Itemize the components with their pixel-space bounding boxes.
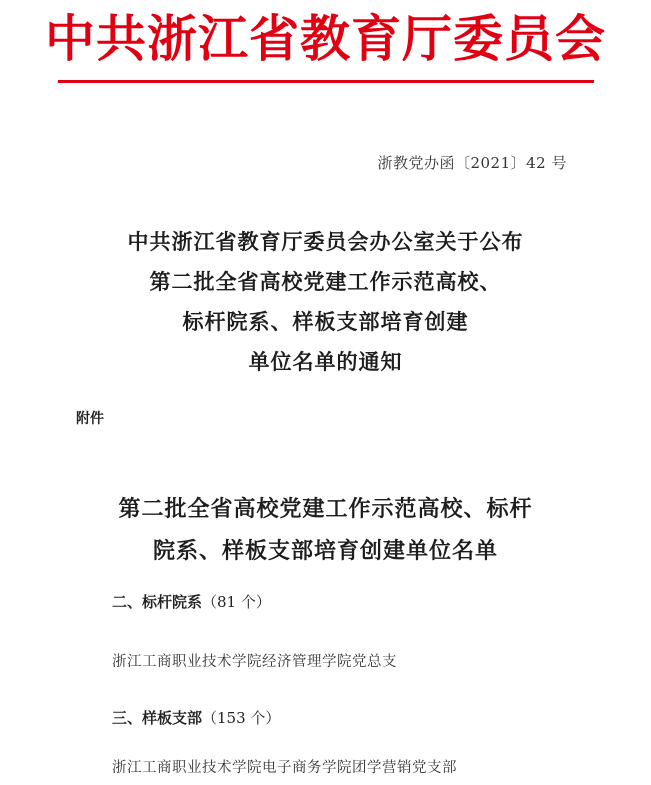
- list-entry: 浙江工商职业技术学院经济管理学院党总支: [112, 654, 397, 670]
- list-title: [0, 488, 651, 572]
- list-entry: 浙江工商职业技术学院电子商务学院团学营销党支部: [112, 760, 457, 776]
- attachment-label: 附件: [76, 411, 104, 427]
- notice-title: [0, 222, 651, 382]
- list-title-line-1: 第二批全省高校党建工作示范高校、标杆: [118, 496, 533, 522]
- section-count: （81 个）: [202, 593, 271, 611]
- notice-title-line-4: 单位名单的通知: [248, 349, 403, 374]
- red-divider: [58, 80, 594, 83]
- section-heading-label: 三、样板支部: [112, 709, 203, 727]
- section-count: （153 个）: [202, 709, 281, 727]
- section-heading-model-departments: [112, 591, 271, 613]
- document-number: 浙教党办函〔2021〕42 号: [377, 154, 567, 172]
- notice-title-line-3: 标杆院系、样板支部培育创建: [182, 309, 469, 334]
- notice-title-line-1: 中共浙江省教育厅委员会办公室关于公布: [127, 229, 524, 254]
- section-heading-label: 二、标杆院系: [112, 593, 203, 611]
- list-title-line-2: 院系、样板支部培育创建单位名单: [152, 538, 498, 564]
- issuer-header: 中共浙江省教育厅委员会: [45, 9, 606, 68]
- notice-title-line-2: 第二批全省高校党建工作示范高校、: [149, 269, 502, 294]
- section-heading-model-branches: [112, 707, 280, 729]
